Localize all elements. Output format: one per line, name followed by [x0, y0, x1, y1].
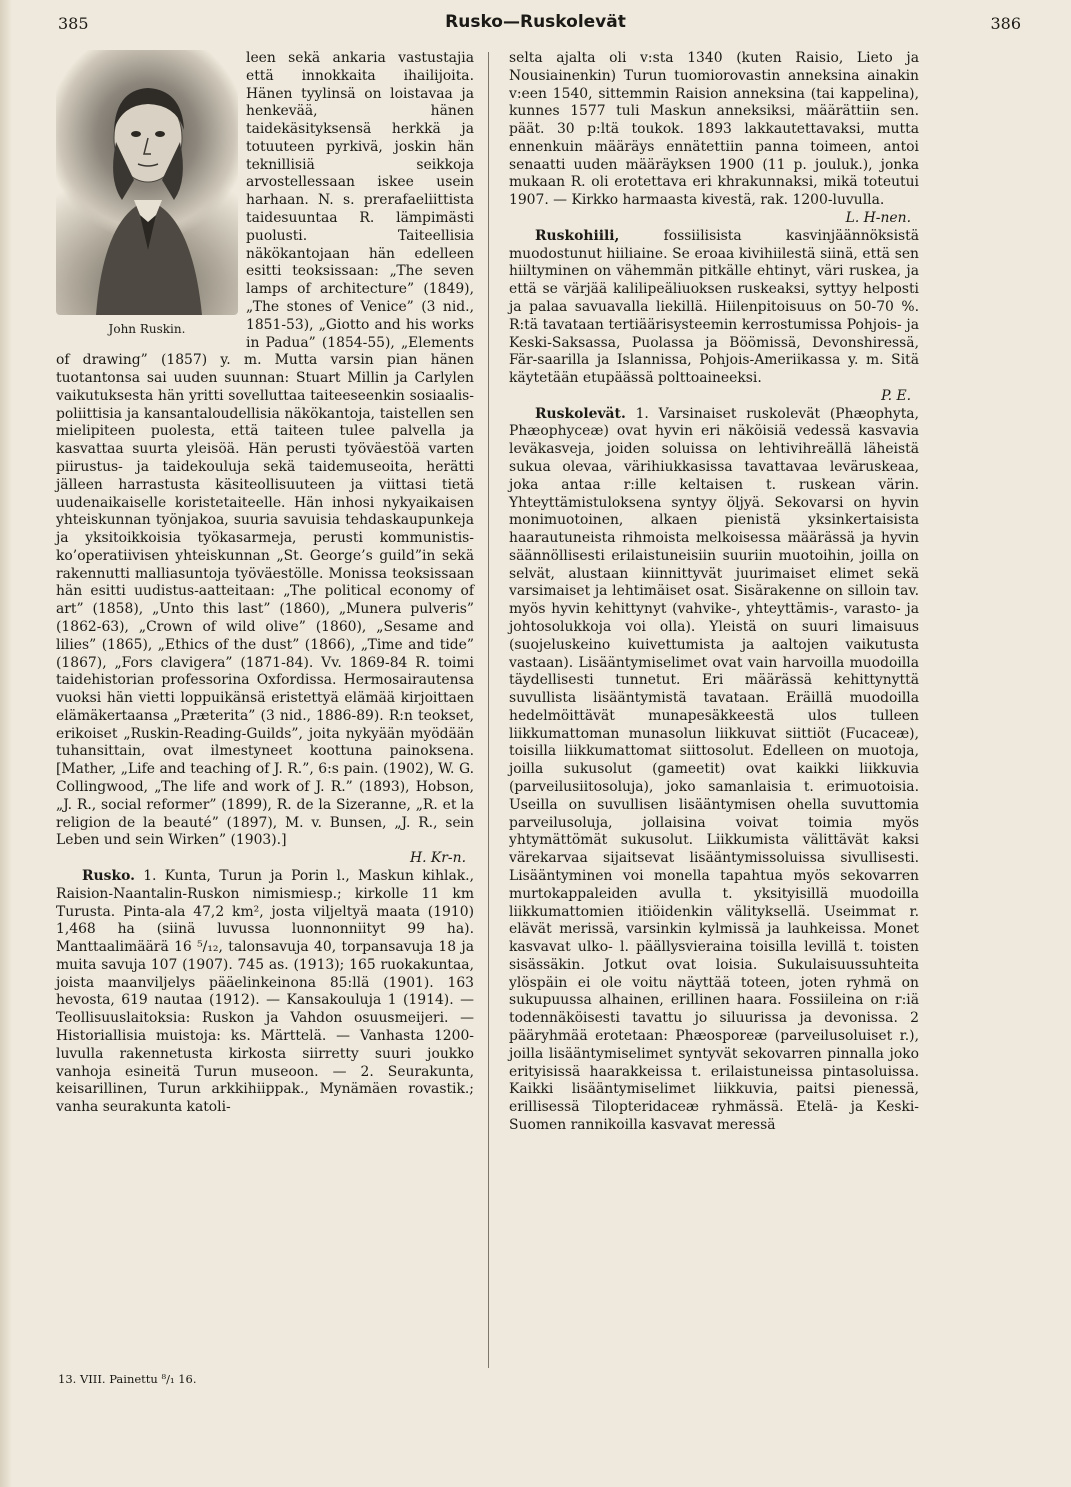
- printer-signature: 13. VIII. Painettu ⁸/₁ 16.: [58, 1372, 197, 1386]
- portrait-drawing: [56, 50, 238, 315]
- right-column: [509, 50, 919, 1135]
- rusko-text: 1. Kunta, Turun ja Porin l., Maskun kihlak., Raision-Naantalin-Ruskon nimismiesp.; kirkolle 11 km Turusta. Pinta-ala 47,2 km², josta viljeltyä maata (1910) 1,468 ha (siinä luvussa luonnonniityt 99 ha). Manttaalimäärä 16 ⁵/₁₂, talonsavuja 40, torpansavuja 18 ja muita savuja 107 (1907). 745 as. (1913); 165 ruokakuntaa, joista maanviljelys pääelinkeinona 85:llä (1901). 163 hevosta, 619 nautaa (1912). — Kansakouluja 1 (1914). — Teollisuuslaitoksia: Ruskon ja Vahdon osuusmeijeri. — Historiallisia muistoja: ks. Märttelä. — Vanhasta 1200-luvulla rakennetusta kirkosta siirretty suuri joukko vanhoja esineitä Turun museoon. — 2. Seurakunta, keisarillinen, Turun arkkihiippak., Mynämäen rovastik.; vanha seurakunta katoli-: [56, 867, 475, 1116]
- ruskohiili-entry: [509, 228, 919, 388]
- rusko-headword: Rusko.: [82, 867, 135, 884]
- portrait-caption: John Ruskin.: [108, 322, 186, 336]
- page-number-right: 386: [990, 14, 1021, 33]
- ruskin-article-text: leen sekä ankaria vastustajia että innokkaita ihailijoita. Hänen tyylinsä on loistavaa ja henkevää, hänen taidekäsityksensä herkkä ja totuuteen pyrkivä, joskin hän teknillisiä seikkoja arvostellessaan iskee usein harhaan. N. s. prerafaeliittista taidesuuntaa R. lämpimästi puolusti. Taiteellisia näkökantojaan hän edelleen esitti teoksissaan: „The seven lamps of architecture” (1849), „The stones of Venice” (3 nid., 1851-53), „Giotto and his works in Padua” (1854-55), „Elements of drawing” (1857) y. m. Mutta varsin pian hänen tuotantonsa sai uuden suunnan: Stuart Millin ja Carlylen vaikutuksesta hän yritti sovelluttaa taiteeseenkin sosiaalis-poliittisia ja kansantaloudellisia näkökantoja, taistellen sen mielipiteen puolesta, että taiteen tulee palvella ja kasvattaa suurta yleisöä. Hän perusti työväestöä varten piirustus- ja taidekouluja sekä taidemuseoita, herätti jälleen harrastusta käsiteollisuuteen ja viittasi tietä uudenaikaiselle koristetaiteelle. Hän inhosi nykyaikaisen yhteiskunnan työnjakoa, suuria savuisia tehdaskaupunkeja ja yksitoikkoisia työkasarmeja, perusti kommunistis-ko’operatiivisen yhteiskunnan „St. George’s guild”in sekä rakennutti malliasuntoja työväestölle. Monissa teoksissaan hän esitti uudistus-aatteitaan: „The political economy of art” (1858), „Unto this last” (1860), „Munera pulveris” (1862-63), „Crown of wild olive” (1860), „Sesame and lilies” (1865), „Ethics of the dust” (1866), „Time and tide” (1867), „Fors clavigera” (1871-84). Vv. 1869-84 R. toimi taidehistorian professorina Oxfordissa. Hermosairautensa vuoksi hän vietti loppuikänsä eristettyä elämää kirjoittaen elämäkertaansa „Præterita” (3 nid., 1886-89). R:n teokset, erikoiset „Ruskin-Reading-Guilds”, joita nykyään myödään tuhansittain, ovat ilmestyneet koottuna painoksena. [Mather, „Life and teaching of J. R.”, 6:s pain. (1902), W. G. Collingwood, „The life and work of J. R.” (1893), Hobson, „J. R., social reformer” (1899), R. de la Sizeranne, „R. et la religion de la beauté” (1897), M. v. Bunsen, „J. R., sein Leben und sein Wirken” (1903).]: [56, 50, 474, 849]
- rusko-continuation: selta ajalta oli v:sta 1340 (kuten Raisio, Lieto ja Nousiainenkin) Turun tuomiorovastin anneksina ainakin v:een 1540, sittemmin Raision anneksina (tai kappelina), kunnes 1577 tuli Maskun anneksiksi, määrättiin sen. päät. 30 p:ltä toukok. 1893 lakkautettavaksi, mutta ennenkuin määräys ennätettiin panna toimeen, antoi senaatti uuden määräyksen 1900 (11 p. jouluk.), jonka mukaan R. oli erotettava eri khrakunnaksi, mikä toteutui 1907. — Kirkko harmaasta kivestä, rak. 1200-luvulla.: [509, 50, 919, 209]
- rusko-signature: L. H-nen.: [845, 210, 911, 227]
- page-edge-shadow: [0, 0, 12, 1487]
- rusko-entry: [56, 868, 474, 1117]
- column-divider: [488, 52, 489, 1368]
- ruskolevat-text: 1. Varsinaiset ruskolevät (Phæophyta, Phæophyceæ) ovat hyvin eri näköisiä vedessä kasvavia leväkasveja, joiden soluissa on lehtivihreällä läheistä sukua olevaa, värihiukkasissa tavattavaa leväruskeaa, joka antaa r:ille keltaisen t. ruskean värin. Yhteyttämistuloksena syntyy öljyä. Sekovarsi on hyvin monimuotoinen, alkaen pienistä yksinkertaisista haarautuneista rihmoista melkoisessa määrässä ja hyvin säännöllisesti erilaistuneisiin suuriin muotoihin, joilla on selvät, alustaan kiinnittyvät juurimaiset elimet sekä varsimaiset ja lehtimäiset osat. Sisärakenne on silloin tav. myös hyvin kehittynyt (vahvike-, yhteyttämis-, varasto- ja johtosolukkoja voi olla). Yleistä on suuri limaisuus (suojeluskeino kuivettumista ja aaltojen vaikutusta vastaan). Lisääntymiselimet ovat vain harvoilla muodoilla täydellisesti tunnetut. Eri määrässä kehittynyttä suvullista lisääntymistä tavataan. Eräillä muodoilla hedelmöittävät munapesäkkeestä ulos tulleen liikkumattoman munasolun liikkuvat siittiöt (Fucaceæ), toisilla liikkumattomat siittosolut. Edelleen on muotoja, joilla sukusolut (gameetit) ovat kaikki liikkuvia (parveilusiitosoluja), joko samanlaisia t. erimuotoisia. Useilla on suvullisen lisääntymisen ohella suvuttomia parveilusoluja, jollaisina voivat toimia myös yhtymättömät sukusolut. Liikkumista välittävät kaksi värekarvaa sijaitsevat lisääntymissoluissa sivullisesti. Lisääntyminen voi monella tapahtua myös sekovarren murtokappaleiden avulla t. yksityisillä muodoilla liikkumattomien itiöidenkin välityksellä. Useimmat r. elävät merissä, varsinkin kylmissä ja lauhkeissa. Monet kasvavat ulko- l. päällysvieraina toisilla levillä t. toisten sisässäkin. Jotkut ovat loisia. Sukulaisuussuhteita ylöspäin ei ole voitu näyttää toteen, joten ryhmä on sukupuussa alhainen, erillinen haara. Fossiileina on r:iä todennäköisesti tavattu jo siluurissa ja devonissa. 2 pääryhmää erotetaan: Phæosporeæ (parveilusoluiset r.), joilla lisääntymiselimet syntyvät sekovarren pinnalla joko erityisissä haarakkeissa t. erilaistuneissa pintasoluissa. Kaikki lisääntymiselimet liikkuvia, paitsi pienessä, erillisessä Tilopteridaceæ ryhmässä. Etelä- ja Keski-Suomen rannikoilla kasvavat meressä: [509, 405, 919, 1133]
- ruskohiili-text: fossiilisista kasvinjäännöksistä muodostunut hiiliaine. Se eroaa kivihiilestä siinä, että sen hiiltyminen on vähemmän pitkälle ehtinyt, väri ruskea, ja että se värjää kalilipeäliuoksen ruskeaksi, syttyy helposti ja palaa savuavalla liekillä. Hiilenpitoisuus on 50-70 %. R:tä tavataan tertiäärisysteemin kerrostumissa Pohjois- ja Keski-Saksassa, Puolassa ja Böömissä, Devonshiressä, Fär-saarilla ja Islannissa, Pohjois-Ameriikassa y. m. Sitä käytetään etupäässä polttoaineeksi.: [509, 227, 919, 387]
- ruskohiili-signature: P. E.: [881, 387, 911, 404]
- ruskin-article-signature: H. Kr-n.: [409, 850, 466, 867]
- left-column: [56, 50, 474, 1117]
- ruskohiili-headword: Ruskohiili,: [535, 227, 620, 244]
- ruskolevat-headword: Ruskolevät.: [535, 405, 626, 422]
- page-number-left: 385: [58, 14, 89, 33]
- portrait-figure: [56, 50, 238, 340]
- page-header: [0, 12, 1071, 42]
- running-title: Rusko—Ruskolevät: [445, 12, 626, 32]
- ruskolevat-entry: [509, 406, 919, 1135]
